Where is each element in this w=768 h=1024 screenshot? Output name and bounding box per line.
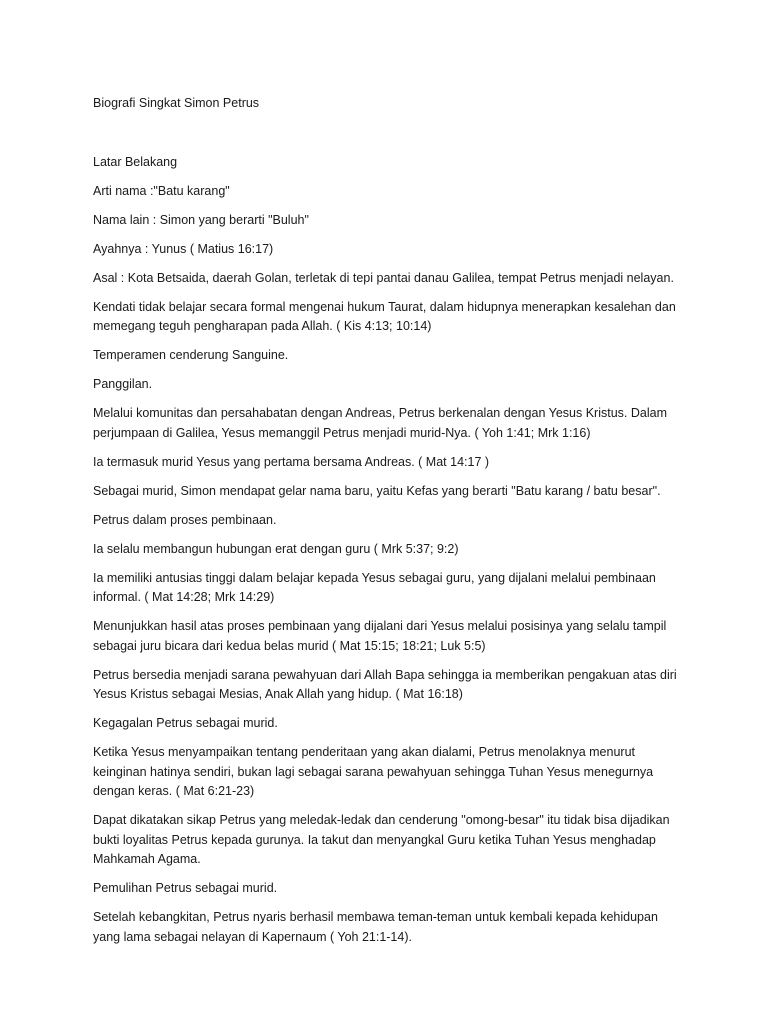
paragraph: Temperamen cenderung Sanguine.: [93, 348, 289, 362]
heading-latar-belakang: Latar Belakang: [93, 154, 178, 169]
paragraph: Ketika Yesus menyampaikan tentang penderitaan yang akan dialami, Petrus menolaknya menurut keinginan hatinya sendiri, bukan lagi sebagai sarana pewahyuan sehingga Tuhan Yesus menegurnya dengan keras. ( Mat 6:21-23): [93, 745, 654, 798]
paragraph: Ia termasuk murid Yesus yang pertama bersama Andreas. ( Mat 14:17 ): [93, 454, 490, 469]
paragraph: Menunjukkan hasil atas proses pembinaan yang dijalani dari Yesus melalui posisinya yang selalu tampil sebagai juru bicara dari kedua belas murid ( Mat 15:15; 18:21; Luk 5:5): [93, 619, 667, 653]
heading-kegagalan: Kegagalan Petrus sebagai murid.: [93, 716, 278, 730]
document-body: [93, 153, 683, 948]
heading-panggilan: Panggilan.: [93, 377, 153, 391]
paragraph: Asal : Kota Betsaida, daerah Golan, terletak di tepi pantai danau Galilea, tempat Petrus menjadi nelayan.: [93, 270, 674, 285]
paragraph: Ia memiliki antusias tinggi dalam belajar kepada Yesus sebagai guru, yang dijalani melalui pembinaan informal. ( Mat 14:28; Mrk 14:29): [93, 570, 656, 604]
paragraph: Kendati tidak belajar secara formal mengenai hukum Taurat, dalam hidupnya menerapkan kesalehan dan memegang teguh pengharapan pada Allah. ( Kis 4:13; 10:14): [93, 299, 676, 333]
paragraph: Setelah kebangkitan, Petrus nyaris berhasil membawa teman-teman untuk kembali kepada kehidupan yang lama sebagai nelayan di Kapernaum ( Yoh 21:1-14).: [93, 910, 658, 944]
heading-pemulihan: Pemulihan Petrus sebagai murid.: [93, 881, 278, 895]
heading-proses-pembinaan: Petrus dalam proses pembinaan.: [93, 512, 277, 527]
paragraph: Dapat dikatakan sikap Petrus yang meledak-ledak dan cenderung "omong-besar" itu tidak bisa dijadikan bukti loyalitas Petrus kepada gurunya. Ia takut dan menyangkal Guru ketika Tuhan Yesus menghadap Mahkamah Agama.: [93, 813, 670, 866]
paragraph: Arti nama :"Batu karang": [93, 183, 230, 198]
paragraph: Nama lain : Simon yang berarti "Buluh": [93, 212, 309, 227]
paragraph: Melalui komunitas dan persahabatan dengan Andreas, Petrus berkenalan dengan Yesus Kristus. Dalam perjumpaan di Galilea, Yesus memanggil Petrus menjadi murid-Nya. ( Yoh 1:41; Mrk 1:16): [93, 406, 667, 440]
paragraph: Ayahnya : Yunus ( Matius 16:17): [93, 241, 274, 256]
document-page: [93, 94, 683, 957]
paragraph: Petrus bersedia menjadi sarana pewahyuan dari Allah Bapa sehingga ia memberikan pengakuan atas diri Yesus Kristus sebagai Mesias, Anak Allah yang hidup. ( Mat 16:18): [93, 667, 677, 701]
paragraph: Ia selalu membangun hubungan erat dengan guru ( Mrk 5:37; 9:2): [93, 541, 459, 556]
document-title: Biografi Singkat Simon Petrus: [93, 96, 260, 110]
paragraph: Sebagai murid, Simon mendapat gelar nama baru, yaitu Kefas yang berarti "Batu karang / batu besar".: [93, 483, 661, 498]
